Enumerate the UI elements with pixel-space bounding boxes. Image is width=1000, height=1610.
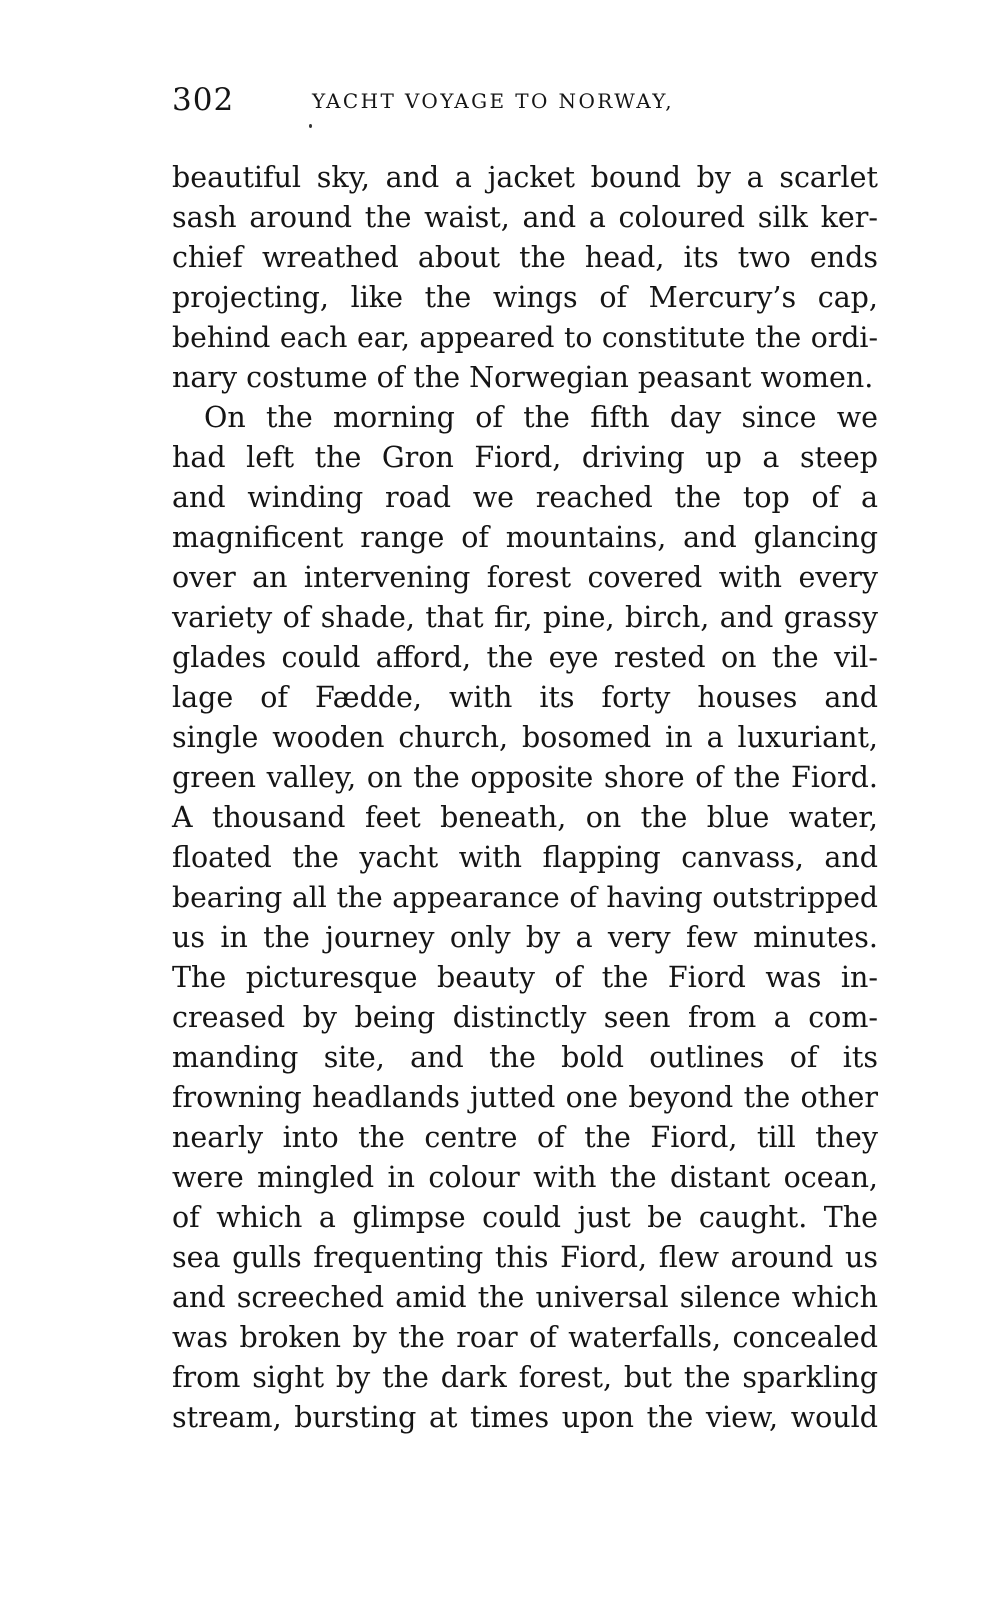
text-line: manding site, and the bold outlines of its xyxy=(172,1041,878,1074)
text-line: creased by being distinctly seen from a com- xyxy=(172,1001,878,1034)
print-speck xyxy=(309,124,312,128)
text-line: On the morning of the fifth day since we xyxy=(204,401,878,434)
text-line: sea gulls frequenting this Fiord, flew around us xyxy=(172,1241,878,1274)
text-line: The picturesque beauty of the Fiord was in- xyxy=(172,961,878,994)
text-line: nary costume of the Norwegian peasant women. xyxy=(172,361,874,394)
text-line: green valley, on the opposite shore of the Fiord. xyxy=(172,761,878,794)
text-line: bearing all the appearance of having outstripped xyxy=(172,881,878,914)
text-line: variety of shade, that fir, pine, birch, and grassy xyxy=(172,601,878,634)
running-head xyxy=(172,80,732,120)
text-line: magnificent range of mountains, and glancing xyxy=(172,521,878,554)
text-line: frowning headlands jutted one beyond the other xyxy=(172,1081,878,1114)
running-title: YACHT VOYAGE TO NORWAY, xyxy=(312,89,675,113)
text-line: chief wreathed about the head, its two ends xyxy=(172,241,878,274)
text-line: stream, bursting at times upon the view, would xyxy=(172,1401,878,1434)
text-line: over an intervening forest covered with every xyxy=(172,561,878,594)
text-line: lage of Fædde, with its forty houses and xyxy=(172,681,878,714)
text-line: single wooden church, bosomed in a luxuriant, xyxy=(172,721,878,754)
page-number: 302 xyxy=(172,82,235,118)
body-text xyxy=(172,158,878,1438)
text-line: had left the Gron Fiord, driving up a steep xyxy=(172,441,878,474)
text-line: were mingled in colour with the distant ocean, xyxy=(172,1161,878,1194)
text-line: beautiful sky, and a jacket bound by a scarlet xyxy=(172,161,878,194)
text-line: projecting, like the wings of Mercury’s cap, xyxy=(172,281,878,314)
text-line: A thousand feet beneath, on the blue water, xyxy=(172,801,878,834)
text-line: nearly into the centre of the Fiord, till they xyxy=(172,1121,878,1154)
text-line: behind each ear, appeared to constitute the ordi- xyxy=(172,321,878,354)
text-line: of which a glimpse could just be caught. The xyxy=(172,1201,878,1234)
text-line: sash around the waist, and a coloured silk ker- xyxy=(172,201,878,234)
text-line: us in the journey only by a very few minutes. xyxy=(172,921,878,954)
text-line: floated the yacht with flapping canvass, and xyxy=(172,841,878,874)
text-line: was broken by the roar of waterfalls, concealed xyxy=(172,1321,878,1354)
text-line: from sight by the dark forest, but the sparkling xyxy=(172,1361,878,1394)
text-line: glades could afford, the eye rested on the vil- xyxy=(172,641,878,674)
text-line: and screeched amid the universal silence which xyxy=(172,1281,878,1314)
text-line: and winding road we reached the top of a xyxy=(172,481,878,514)
